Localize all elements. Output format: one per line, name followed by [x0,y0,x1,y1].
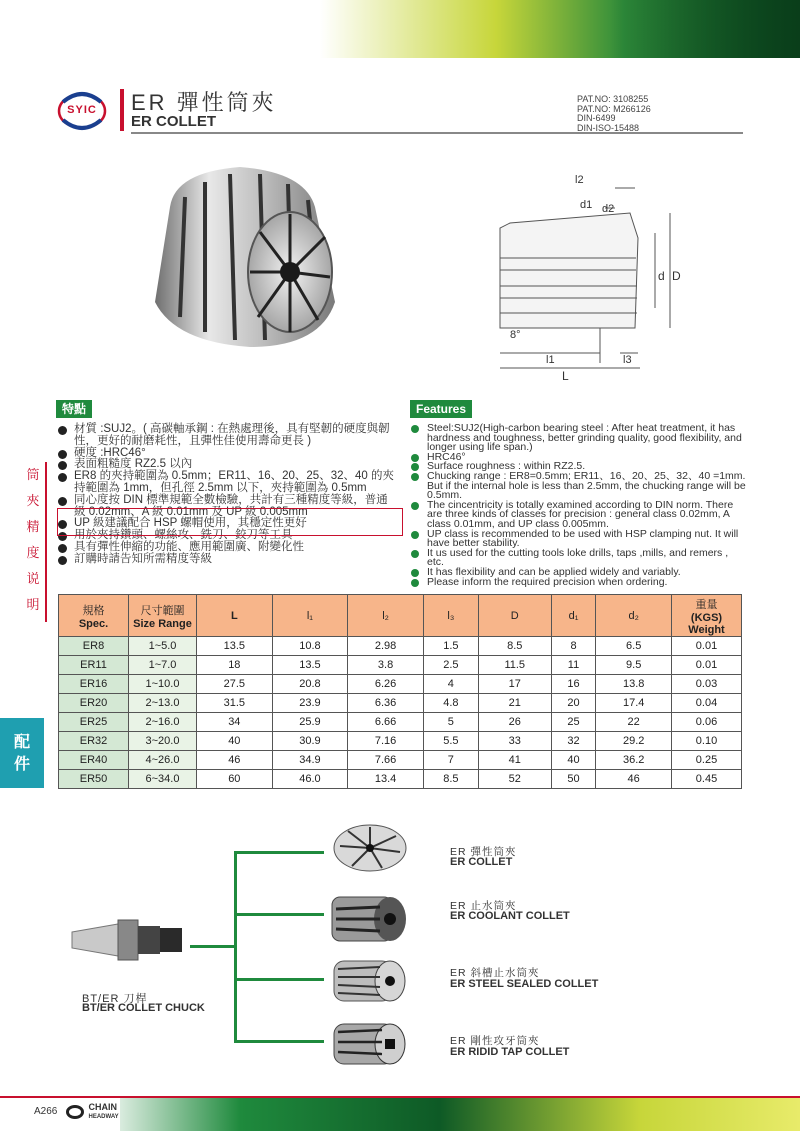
table-cell: 29.2 [596,732,672,751]
features-list-en [411,424,746,587]
tree-branch [234,1040,324,1043]
table-cell: 16 [551,675,596,694]
dim-D: D [672,269,681,283]
section-tab-label: 配件 [13,734,30,773]
table-cell: 6.66 [348,713,424,732]
table-cell: 31.5 [197,694,273,713]
table-cell: 6.5 [596,637,672,656]
table-cell: ER20 [59,694,129,713]
table-cell: 34.9 [272,751,348,770]
product-label-cn: ER 止水筒夾 [450,900,517,912]
table-cell: 4~26.0 [129,751,197,770]
table-cell: 8 [551,637,596,656]
table-cell: 1.5 [423,637,478,656]
table-cell: 0.10 [672,732,742,751]
list-item: The cincentricity is totally examined according to DIN norm. There are three kinds of classes for precision : general class 0.02mm, A class 0.01mm, and UP class 0.005mm. [411,501,746,530]
table-cell: 52 [478,770,551,789]
table-cell: ER50 [59,770,129,789]
list-item: It us used for the cutting tools loke drills, taps ,mills, and remers , etc. [411,549,746,568]
table-cell: 33 [478,732,551,751]
table-cell: 5 [423,713,478,732]
table-cell: 25 [551,713,596,732]
er-coolant-collet-image [330,893,410,945]
page-title-cn: ER 彈性筒夾 [131,90,277,115]
er-rigid-tap-collet-image [330,1018,410,1070]
page-title-en: ER COLLET [131,113,216,130]
table-cell: 17.4 [596,694,672,713]
col-header: l₂ [348,595,424,637]
tree-branch [234,913,324,916]
tree-branch [190,945,236,948]
list-item: 訂購時請告知所需精度等級 [58,554,398,566]
brand-mark-icon [66,1105,84,1119]
list-item: HRC46° [411,453,746,463]
product-label-en: ER RIDID TAP COLLET [450,1046,570,1058]
title-divider [131,132,743,134]
table-cell: 7 [423,751,478,770]
table-cell: 0.04 [672,694,742,713]
table-cell: ER8 [59,637,129,656]
dim-l2: l2 [575,174,584,186]
table-cell: 11 [551,656,596,675]
table-row [59,637,742,656]
patent-line: PAT.NO: M266126 [577,103,651,114]
chuck-label-en: BT/ER COLLET CHUCK [82,1002,205,1014]
tree-branch [234,851,324,854]
list-item: 硬度 :HRC46° [58,448,398,460]
title-accent-bar [120,89,124,131]
table-cell: 6~34.0 [129,770,197,789]
brand-line-1: CHAIN [88,1102,118,1112]
table-row [59,694,742,713]
table-header-row [59,595,742,637]
table-cell: ER32 [59,732,129,751]
table-cell: 20 [551,694,596,713]
dim-angle: 8° [510,329,521,341]
product-label-en: ER COOLANT COLLET [450,910,570,922]
chain-headway-logo [66,1103,119,1121]
list-item: 具有彈性伸縮的功能、應用範圍廣、附變化性 [58,542,398,554]
table-cell: 32 [551,732,596,751]
top-banner [0,0,800,58]
precision-highlight-box [57,508,403,536]
collet-dimension-drawing [480,168,690,388]
table-cell: 2~13.0 [129,694,197,713]
col-header: 尺寸範圍 Size Range [129,595,197,637]
list-item: Please inform the required precision when ordering. [411,578,746,588]
table-cell: ER25 [59,713,129,732]
list-item: Steel:SUJ2(High-carbon bearing steel : After heat treatment, it has hardness and toughness, better grinding quality, good flexibility, and longer using life span.) [411,424,746,453]
features-tag-cn: 特點 [56,400,92,418]
table-cell: 17 [478,675,551,694]
list-item: 材質 :SUJ2。( 高碳軸承鋼 : 在熱處理後，具有堅韌的硬度與韌性，更好的耐磨耗性，且彈性佳使用壽命更長 ) [58,424,398,448]
table-cell: 40 [197,732,273,751]
table-cell: 7.66 [348,751,424,770]
table-cell: 3.8 [348,656,424,675]
table-cell: 23.9 [272,694,348,713]
col-header: 規格 Spec. [59,595,129,637]
table-cell: 46 [596,770,672,789]
features-tag-en: Features [410,400,472,418]
side-annotation-line [45,462,47,622]
dim-L: L [562,369,569,383]
table-cell: 25.9 [272,713,348,732]
product-label-cn: ER 彈性筒夾 [450,846,517,858]
table-cell: 2.98 [348,637,424,656]
chuck-label-cn: BT/ER 刀桿 [82,993,148,1005]
table-row [59,675,742,694]
table-cell: 7.16 [348,732,424,751]
table-cell: 10.8 [272,637,348,656]
table-cell: 13.4 [348,770,424,789]
patent-block [577,95,651,133]
er-steel-sealed-collet-image [330,955,410,1007]
table-cell: 34 [197,713,273,732]
table-cell: 11.5 [478,656,551,675]
table-cell: 5.5 [423,732,478,751]
list-item: UP 級建議配合 HSP 螺帽使用，其穩定性更好 [58,518,398,530]
table-cell: 13.5 [272,656,348,675]
patent-line: PAT.NO: 3108255 [577,94,649,104]
table-cell: ER11 [59,656,129,675]
dim-d2: d2 [602,203,615,215]
er-collet-image [330,822,410,874]
list-item: ER8 的夾持範圍為 0.5mm；ER11、16、20、25、32、40 的夾持範圍為 1mm，但孔徑 2.5mm 以下，夾持範圍為 0.5mm [58,471,398,495]
product-label-en: ER STEEL SEALED COLLET [450,978,599,990]
table-cell: 1~5.0 [129,637,197,656]
list-item: It has flexibility and can be applied widely and variably. [411,568,746,578]
table-cell: 13.5 [197,637,273,656]
table-cell: ER40 [59,751,129,770]
brand-line-2: HEADWAY [88,1114,119,1120]
col-header: d₁ [551,595,596,637]
table-cell: 0.03 [672,675,742,694]
col-header: 重量 (KGS) Weight [672,595,742,637]
patent-line: DIN-ISO-15488 [577,122,640,133]
table-cell: 18 [197,656,273,675]
table-cell: 0.06 [672,713,742,732]
table-cell: 4.8 [423,694,478,713]
side-annotation-text: 筒夾精度说明 [26,467,40,612]
logo-text: SYIC [67,104,97,116]
table-cell: 60 [197,770,273,789]
table-cell: 41 [478,751,551,770]
table-cell: 2~16.0 [129,713,197,732]
tree-branch [234,978,324,981]
table-cell: 46.0 [272,770,348,789]
product-label-cn: ER 斜槽止水筒夾 [450,967,540,979]
table-cell: 0.01 [672,637,742,656]
table-cell: 3~20.0 [129,732,197,751]
table-cell: 22 [596,713,672,732]
dim-l3: l3 [623,354,632,366]
er-collet-photo [140,152,345,352]
list-item: 同心度按 DIN 標準規範全數檢驗，共計有三種精度等級，普通級 0.02mm、A 級 0.01mm 及 UP 級 0.005mm [58,495,398,519]
table-cell: 36.2 [596,751,672,770]
features-list-cn [58,424,398,566]
footer-banner [0,1098,800,1131]
product-label-en: ER COLLET [450,856,513,868]
list-item: 表面粗糙度 RZ2.5 以內 [58,459,398,471]
patent-line: DIN-6499 [577,113,616,123]
col-header: l₁ [272,595,348,637]
col-header: D [478,595,551,637]
dim-l1: l1 [546,354,555,366]
side-annotation [18,462,48,618]
table-row [59,732,742,751]
table-cell: 0.01 [672,656,742,675]
list-item: Chucking range : ER8=0.5mm; ER11、16、20、25、32、40 =1mm. But if the internal hole is less than 2.5mm, the chucking range will be 0.5mm. [411,472,746,501]
table-cell: 20.8 [272,675,348,694]
col-header: d₂ [596,595,672,637]
table-cell: 27.5 [197,675,273,694]
table-cell: ER16 [59,675,129,694]
table-cell: 6.36 [348,694,424,713]
table-cell: 30.9 [272,732,348,751]
list-item: UP class is recommended to be used with HSP clamping nut. It will have better stability. [411,530,746,549]
table-cell: 46 [197,751,273,770]
table-cell: 50 [551,770,596,789]
table-row [59,751,742,770]
bt-er-chuck-image [68,910,188,982]
table-cell: 26 [478,713,551,732]
dim-d1: d1 [580,199,593,211]
product-label-cn: ER 剛性攻牙筒夾 [450,1035,540,1047]
table-cell: 1~10.0 [129,675,197,694]
table-cell: 0.25 [672,751,742,770]
col-header: l₃ [423,595,478,637]
list-item: Surface roughness : within RZ2.5. [411,462,746,472]
table-cell: 4 [423,675,478,694]
dim-d: d [658,269,665,283]
table-row [59,656,742,675]
table-cell: 13.8 [596,675,672,694]
table-cell: 8.5 [478,637,551,656]
table-cell: 1~7.0 [129,656,197,675]
table-row [59,713,742,732]
col-header: L [197,595,273,637]
table-cell: 21 [478,694,551,713]
list-item: 用於夾持鑽頭、螺絲攻、銑刀、鉸刀等工具 [58,530,398,542]
section-tab-accessories[interactable] [0,718,44,788]
table-cell: 9.5 [596,656,672,675]
table-cell: 0.45 [672,770,742,789]
table-cell: 6.26 [348,675,424,694]
table-cell: 8.5 [423,770,478,789]
page-number: A266 [34,1106,58,1117]
table-row [59,770,742,789]
spec-table [58,594,742,789]
table-cell: 2.5 [423,656,478,675]
table-cell: 40 [551,751,596,770]
